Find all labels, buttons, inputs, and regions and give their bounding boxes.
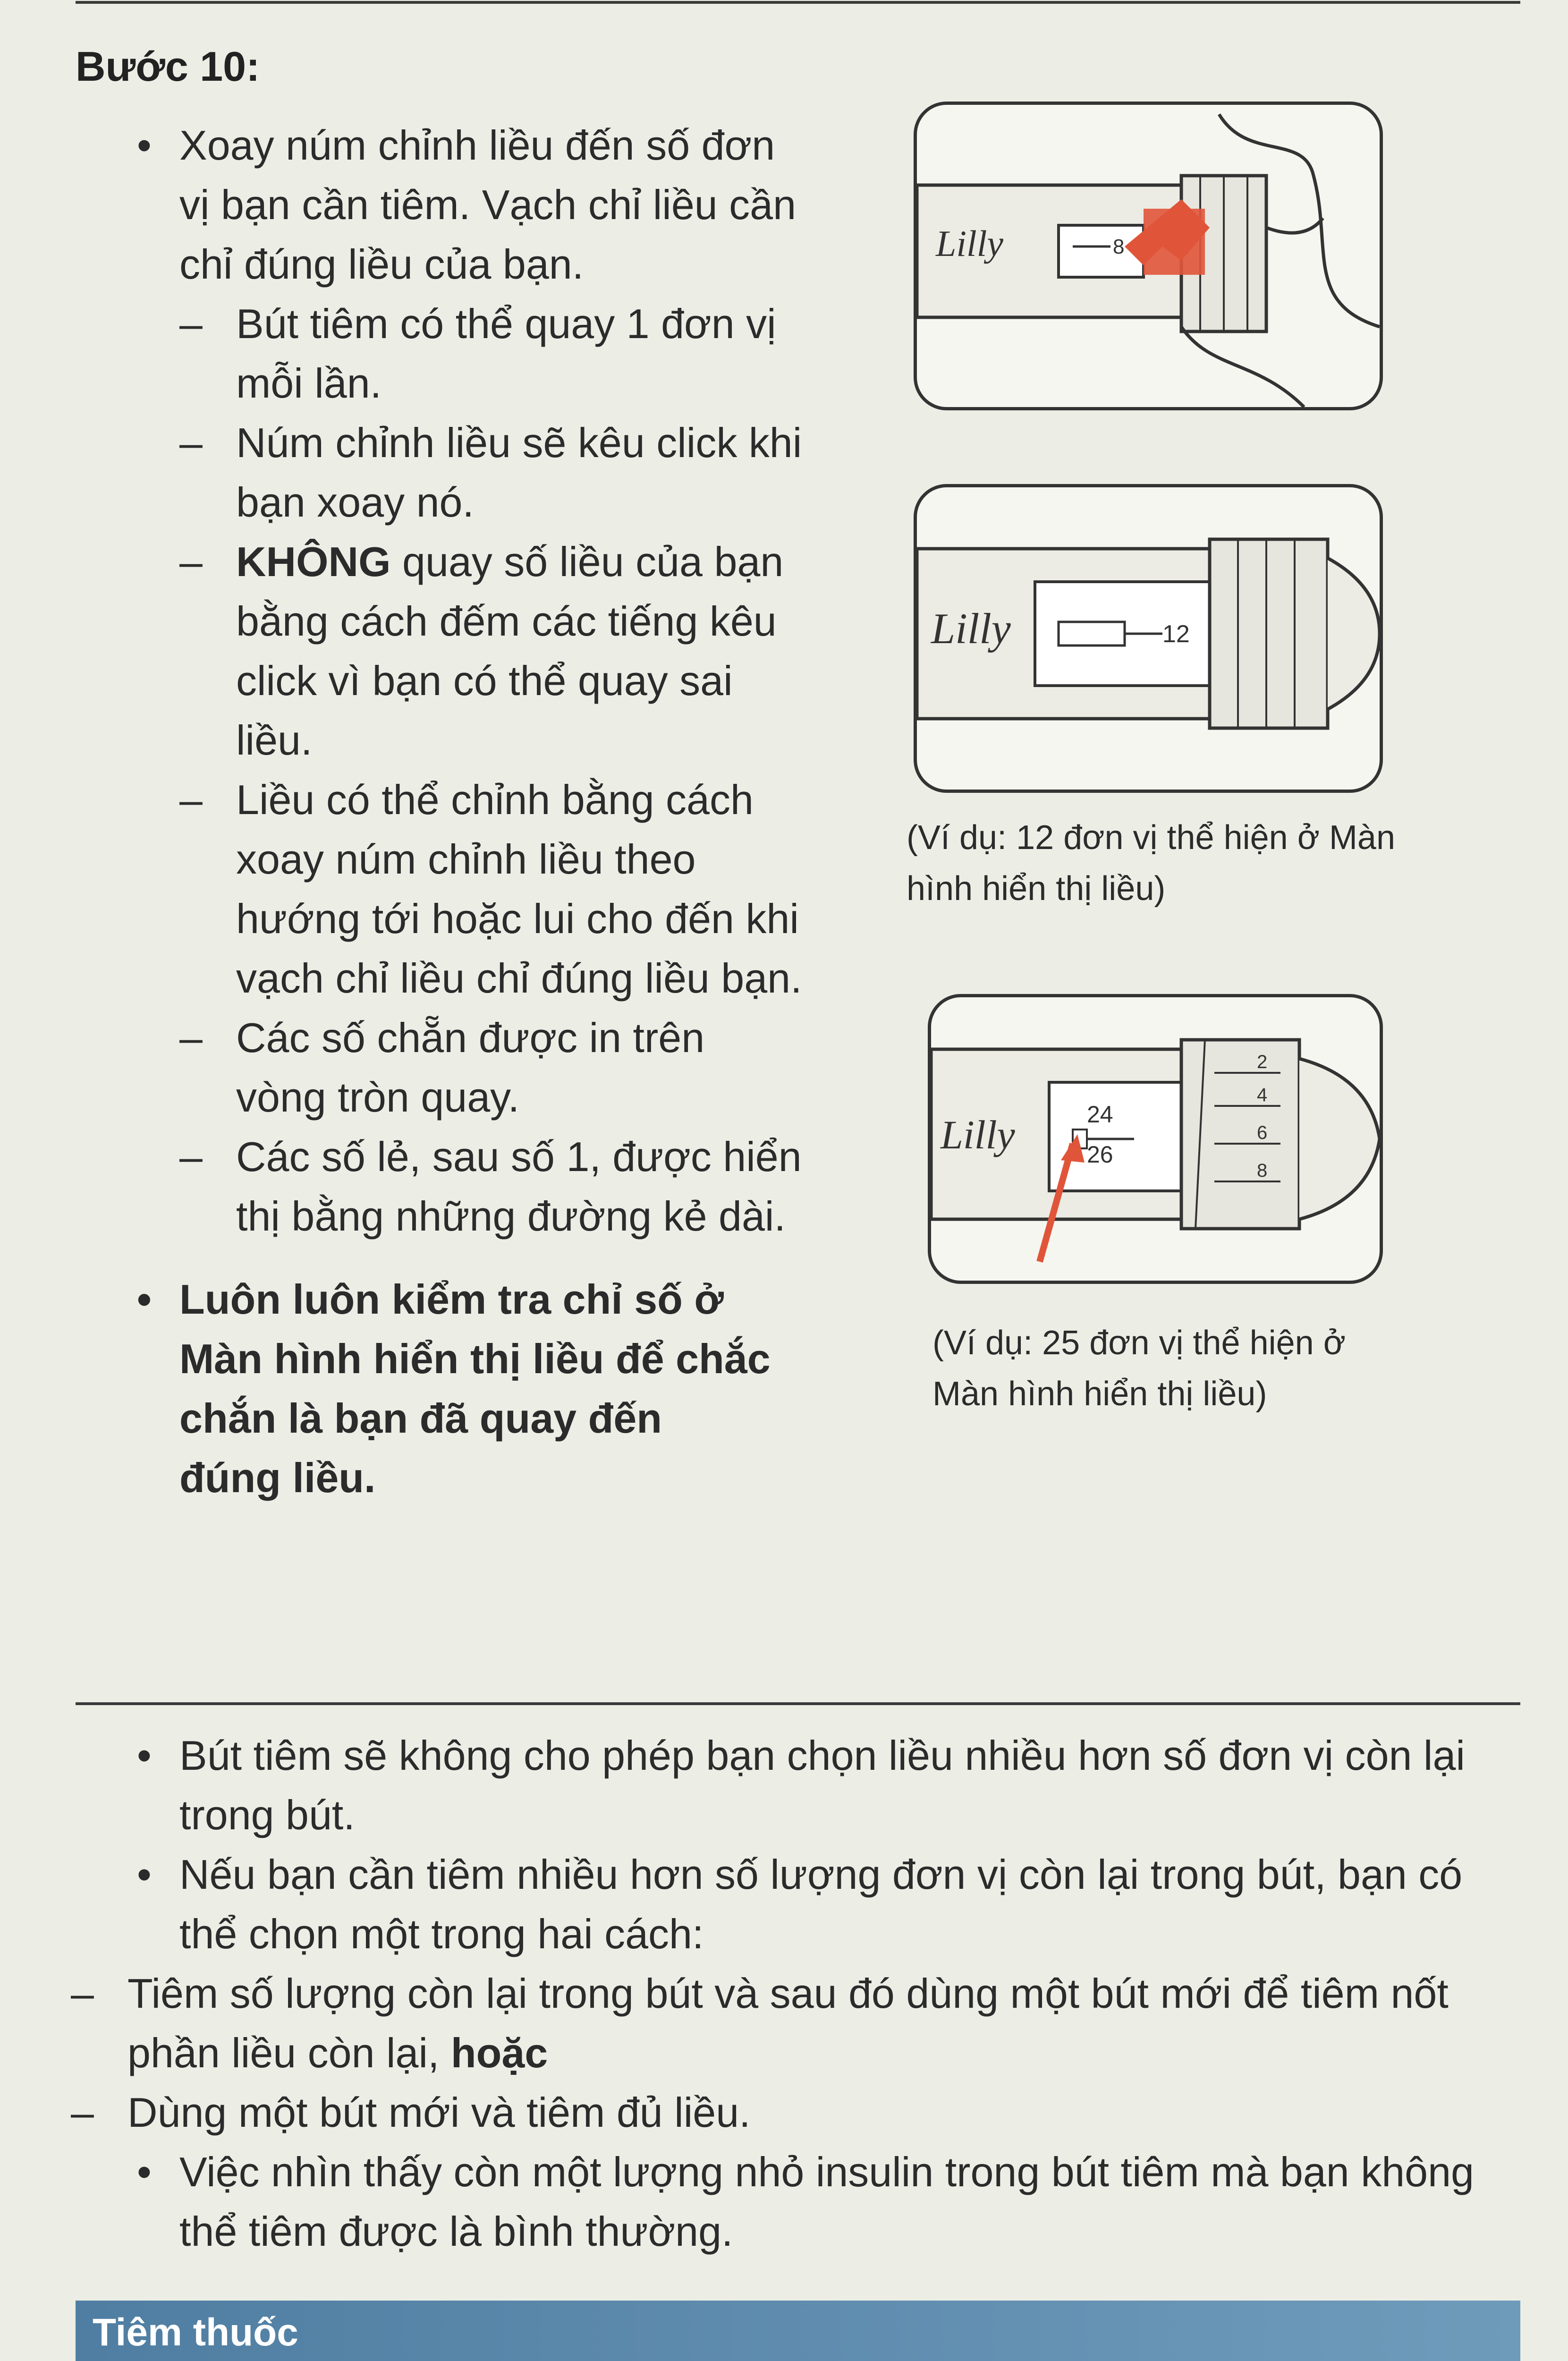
step10-instructions: [118, 116, 803, 1508]
fig3-lower-value: 26: [1087, 1141, 1113, 1168]
step10-bullet-check-display: • Luôn luôn kiểm tra chỉ số ở Màn hình hiển thị liều để chắc chắn là bạn đã quay đến đúng liều.: [118, 1270, 803, 1508]
figure-25-units: [928, 994, 1383, 1284]
notes-block: [118, 1726, 1525, 2261]
step10-sub-do-not-count: – KHÔNG quay số liều của bạn bằng cách đếm các tiếng kêu click vì bạn có thể quay sai liều.: [175, 532, 803, 770]
divider-step10: [76, 1702, 1520, 1705]
fig3-ring-8: 8: [1257, 1160, 1268, 1181]
notes-bullet-max-dose: • Bút tiêm sẽ không cho phép bạn chọn liều nhiều hơn số đơn vị còn lại trong bút.: [118, 1726, 1525, 1845]
notes-dash-new-pen: – Dùng một bút mới và tiêm đủ liều.: [66, 2083, 1525, 2142]
step10-sub-odd-numbers: – Các số lẻ, sau số 1, được hiển thị bằng những đường kẻ dài.: [175, 1127, 803, 1246]
notes-bullet-more-units: • Nếu bạn cần tiêm nhiều hơn số lượng đơn vị còn lại trong bút, bạn có thể chọn một trong hai cách:: [118, 1845, 1525, 1964]
fig3-brand-text: Lilly: [941, 1112, 1015, 1157]
fig1-dose-tick: 8: [1113, 235, 1125, 258]
top-rule: [76, 1, 1520, 4]
step10-sub-one-unit: – Bút tiêm có thể quay 1 đơn vị mỗi lần.: [175, 294, 803, 413]
step10-sub-adjust: – Liều có thể chỉnh bằng cách xoay núm chỉnh liều theo hướng tới hoặc lui cho đến khi vạch chỉ liều chỉ đúng liều bạn.: [175, 770, 803, 1008]
fig3-ring-6: 6: [1257, 1122, 1268, 1143]
step10-title: Bước 10:: [76, 43, 260, 90]
figure-dial-knob: [914, 102, 1383, 410]
step10-bullet-turn-knob: • Xoay núm chỉnh liều đến số đơn vị bạn cần tiêm. Vạch chỉ liều cần chỉ đúng liều của bạn. – Bút tiêm có thể quay 1 đơn vị mỗi lần. – Núm chỉnh liều sẽ kêu click khi bạn xoay nó. – KHÔNG quay số liều của bạn bằng cách đếm các tiếng kêu click vì bạn có thể quay sai liều. – Liều có thể chỉnh bằng cách xoay núm chỉnh liều theo hướng tới hoặc lui cho đến khi vạch chỉ liều chỉ đúng liều bạn. – Các số chẵn được in trên vòng tròn quay. – Các số lẻ, sau số 1, được hiển thị bằng những đường kẻ dài.: [118, 116, 803, 1246]
step10-sub-even-numbers: – Các số chẵn được in trên vòng tròn quay.: [175, 1008, 803, 1127]
step10-sub-click: – Núm chỉnh liều sẽ kêu click khi bạn xoay nó.: [175, 413, 803, 532]
fig3-upper-value: 24: [1087, 1101, 1113, 1128]
fig3-caption: (Ví dụ: 25 đơn vị thể hiện ở Màn hình hiển thị liều): [932, 1324, 1346, 1413]
section-header-inject: Tiêm thuốc: [76, 2301, 1520, 2361]
pen-dial-illustration: [917, 105, 1380, 407]
fig2-brand-text: Lilly: [931, 604, 1011, 653]
pen-display-12-illustration: [917, 487, 1380, 790]
notes-bullet-small-amount: • Việc nhìn thấy còn một lượng nhỏ insulin trong bút tiêm mà bạn không thể tiêm được là bình thường.: [118, 2142, 1525, 2261]
fig3-ring-2: 2: [1257, 1052, 1268, 1072]
figure-12-units: [914, 484, 1383, 793]
fig2-caption: (Ví dụ: 12 đơn vị thể hiện ở Màn hình hiển thị liều): [907, 819, 1395, 908]
fig3-ring-4: 4: [1257, 1085, 1268, 1105]
fig2-dose-value: 12: [1162, 620, 1190, 648]
notes-dash-remaining: – Tiêm số lượng còn lại trong bút và sau đó dùng một bút mới để tiêm nốt phần liều còn lại, hoặc: [66, 1964, 1525, 2083]
fig1-brand-text: Lilly: [936, 223, 1004, 264]
pen-display-25-illustration: [931, 997, 1380, 1281]
